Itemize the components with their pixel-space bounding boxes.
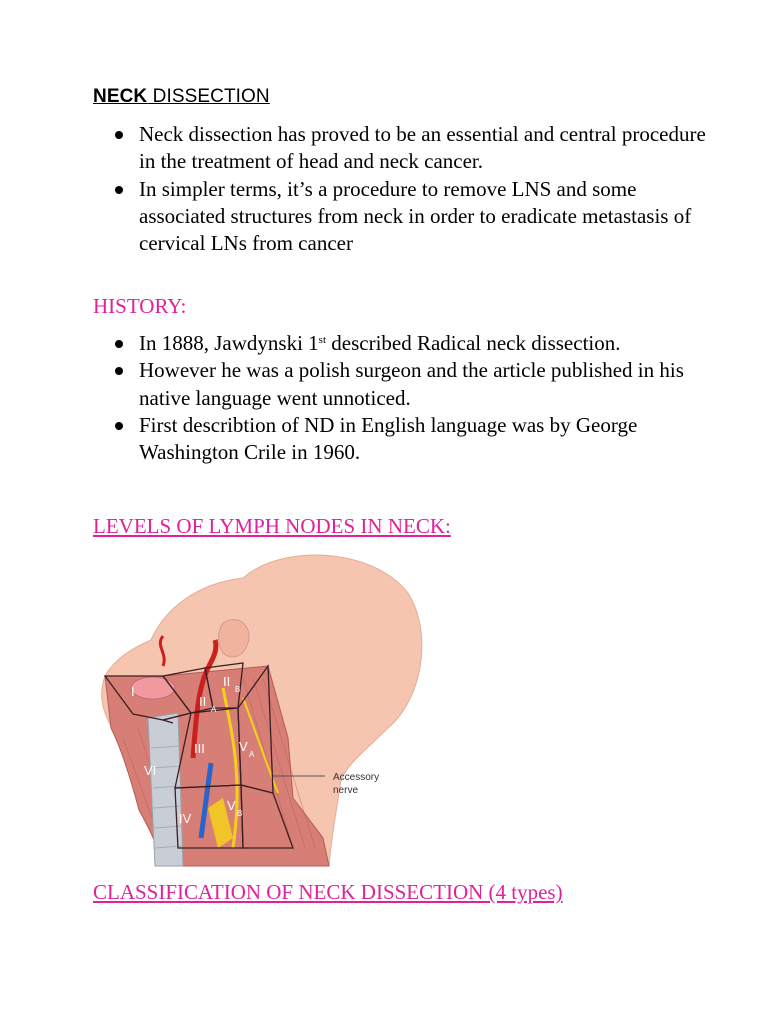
- level-label-iii: III: [194, 741, 205, 756]
- bullet-icon: [115, 186, 123, 194]
- level-label-va: V: [239, 739, 248, 754]
- level-label-iib-sub: B: [235, 685, 241, 694]
- title-rest: DISSECTION: [147, 86, 270, 107]
- history-heading: HISTORY:: [93, 294, 187, 318]
- intro-list: [93, 121, 713, 257]
- level-label-iv: IV: [179, 811, 192, 826]
- list-item: [93, 176, 713, 258]
- level-label-vi: VI: [144, 763, 157, 778]
- bullet-icon: [115, 131, 123, 139]
- level-label-vb-sub: B: [237, 809, 243, 818]
- callout-label-2: nerve: [333, 785, 359, 796]
- level-label-iia-sub: A: [211, 705, 217, 714]
- list-item: [93, 330, 713, 357]
- history-bullet-text: First describtion of ND in English language was by George Washington Crile in 1960.: [139, 412, 638, 465]
- list-item: [93, 121, 713, 176]
- list-item: [93, 412, 713, 467]
- bullet-icon: [115, 340, 123, 348]
- history-bullet-text: However he was a polish surgeon and the article published in his native language went unnoticed.: [139, 358, 684, 410]
- level-label-va-sub: A: [249, 750, 255, 759]
- history-list: [93, 330, 713, 466]
- superscript: st: [318, 334, 327, 346]
- levels-heading: LEVELS OF LYMPH NODES IN NECK:: [93, 514, 451, 538]
- callout-label-1: Accessory: [333, 772, 380, 783]
- list-item: [93, 357, 713, 412]
- level-label-i: I: [131, 684, 135, 699]
- bullet-icon: [115, 367, 123, 375]
- history-bullet-text: described Radical neck dissection.: [326, 331, 621, 355]
- history-bullet-text: In 1888, Jawdynski 1: [139, 331, 319, 355]
- neck-anatomy-image: [93, 548, 433, 870]
- title-bold: NECK: [93, 86, 148, 107]
- bullet-icon: [115, 422, 123, 430]
- intro-bullet-text: Neck dissection has proved to be an essential and central procedure in the treatment of head and neck cancer.: [139, 122, 706, 174]
- level-label-iia: II: [199, 694, 207, 709]
- neck-levels-illustration: [93, 548, 433, 870]
- level-label-vb: V: [227, 798, 236, 813]
- level-label-iib: II: [223, 674, 231, 689]
- classification-heading: CLASSIFICATION OF NECK DISSECTION (4 types): [93, 880, 563, 904]
- intro-bullet-text: In simpler terms, it’s a procedure to remove LNS and some associated structures from neck in order to eradicate metastasis of cervical LNs from cancer: [139, 176, 692, 256]
- page-title: [93, 86, 270, 108]
- gland-shape: [131, 677, 175, 699]
